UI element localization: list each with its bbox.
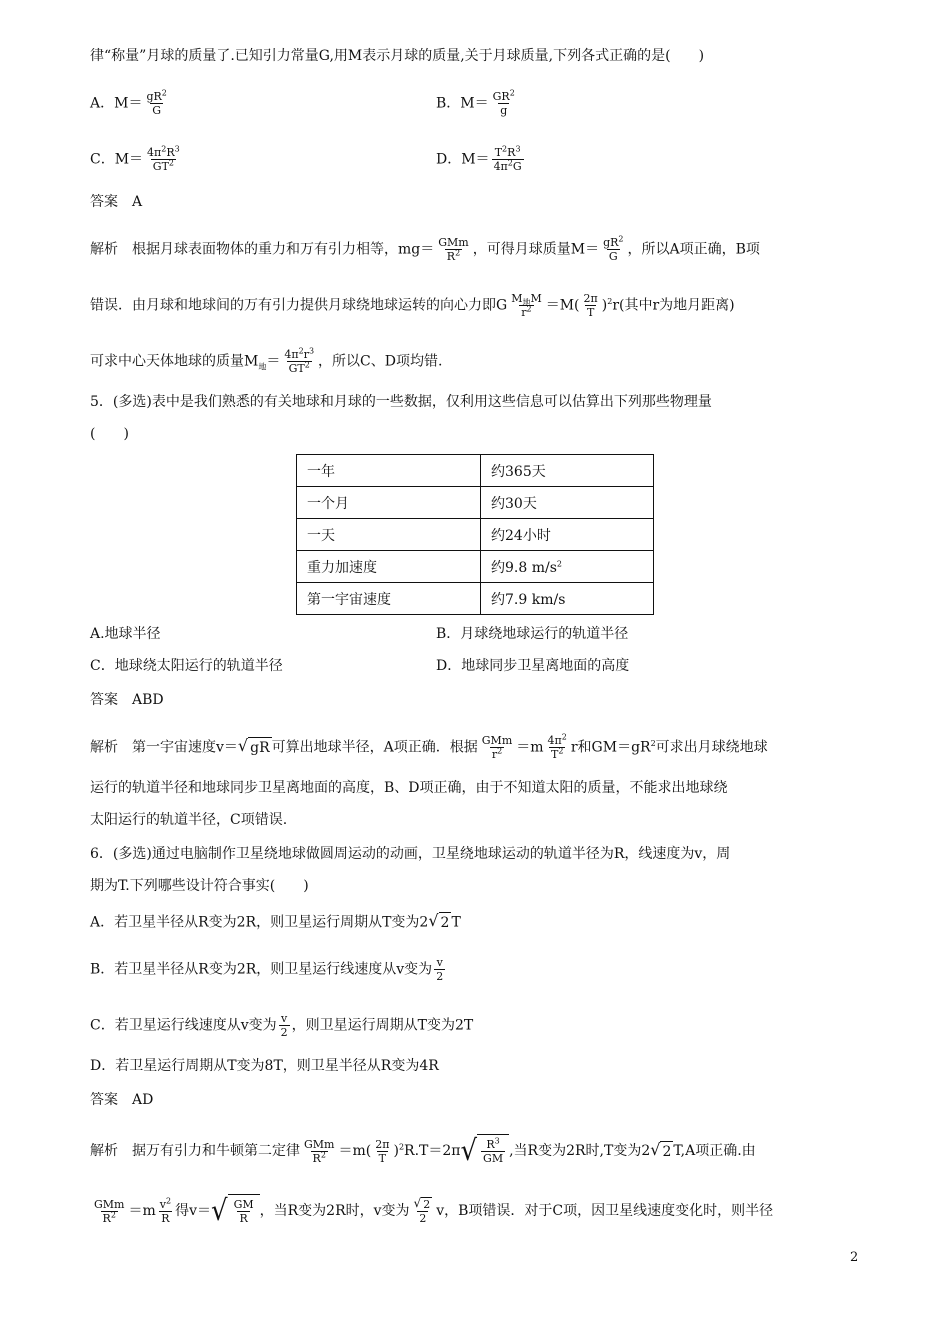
q4-explanation-line-1: 解析 根据月球表面物体的重力和万有引力相等，mg＝ $\frac{\text{GMm}}{R^2}$ ，可得月球质量M＝ $\frac{gR^2}{G}$ ，所以A项正确，B项: [90, 234, 760, 263]
table-cell: 约365天: [481, 455, 654, 487]
q5-stem-line-2: ( ): [90, 426, 129, 442]
fraction: √ 2 2: [413, 1196, 431, 1225]
q4-explanation-line-2: 错误．由月球和地球间的万有引力提供月球绕地球运转的向心力即G $\frac{M_地M}{r^2}$ ＝M( $\frac{2\pi}{T}$ )$^2$r(其中r为地月距离): [90, 292, 735, 319]
q5-explanation-line-1: 解析 第一宇宙速度v＝ √ gR 可算出地球半径，A项正确．根据 $\frac{\text{GMm}}{r^2}$ ＝m $\frac{4\pi^2}{T^2}$ r和$GM=gR^2$可求出月球绕地球: [90, 732, 768, 761]
q6-stem-line-1: 6．(多选)通过电脑制作卫星绕地球做圆周运动的动画，卫星绕地球运动的轨道半径为R，线速度为v，周: [90, 846, 731, 862]
q5-explanation-line-3: 太阳运行的轨道半径，C项错误.: [90, 812, 288, 828]
fraction: $\frac{\text{GMm}}{R^2}$: [304, 1137, 335, 1165]
table-cell: 一年: [297, 455, 481, 487]
table-cell: 重力加速度: [297, 551, 481, 583]
table-row: [297, 583, 654, 615]
table-cell: 约24小时: [481, 519, 654, 551]
fraction: $\frac{v}{2}$: [280, 1012, 288, 1039]
table-cell: 约7.9 km/s: [481, 583, 654, 615]
q6-explanation-line-1: 解析 据万有引力和牛顿第二定律 $\frac{\text{GMm}}{R^2}$ ＝m( $\frac{2\pi}{T}$ )$^2$R.T＝2π √ $\frac{R^3}{GM}$ ,当R变为2R时,T变为2 √ 2 T,A项正确.由: [90, 1134, 756, 1168]
fraction: $\frac{4\pi^2R^3}{GT^2}$: [147, 144, 180, 173]
q5-explanation-line-2: 运行的轨道半径和地球同步卫星离地面的高度，B、D项正确，由于不知道太阳的质量，不能求出地球绕: [90, 780, 728, 796]
fraction: $\frac{2\pi}{T}$: [583, 292, 598, 319]
fraction: $\frac{GR^2}{g}$: [492, 88, 515, 117]
fraction: $\frac{R^3}{GM}$: [483, 1136, 504, 1165]
square-root: √ $\frac{R^3}{GM}$: [460, 1134, 509, 1168]
q4-option-a: A．M＝ $\frac{gR^2}{G}$: [90, 88, 167, 117]
q6-answer: 答案 AD: [90, 1092, 154, 1108]
table-cell: 约30天: [481, 487, 654, 519]
fraction: $\frac{2\pi}{T}$: [375, 1137, 390, 1165]
square-root: √ 2: [428, 911, 450, 931]
fraction: $\frac{\text{GMm}}{R^2}$: [94, 1197, 125, 1225]
q4-option-c: C．M＝ $\frac{4\pi^2R^3}{GT^2}$: [90, 144, 180, 173]
page-number: 2: [850, 1250, 859, 1265]
q6-option-c: C．若卫星运行线速度从v变为 $\frac{v}{2}$ ，则卫星运行周期从T变为2T: [90, 1012, 474, 1039]
table-row: [297, 455, 654, 487]
table-row: [297, 487, 654, 519]
q4-stem: 律“称量”月球的质量了.已知引力常量G,用M表示月球的质量,关于月球质量,下列各式正确的是( ): [90, 48, 705, 64]
fraction: $\frac{\text{GMm}}{r^2}$: [481, 734, 513, 761]
fraction: $\frac{gR^2}{G}$: [603, 234, 624, 263]
square-root: √ gR: [237, 736, 270, 756]
fraction: $\frac{T^2R^3}{4\pi^2G}$: [493, 144, 522, 173]
table-cell: 第一宇宙速度: [297, 583, 481, 615]
fraction: $\frac{4\pi^2r^3}{GT^2}$: [284, 346, 315, 375]
fraction: $\frac{GM}{R}$: [233, 1198, 254, 1225]
square-root: √ $\frac{GM}{R}$: [211, 1194, 260, 1228]
q5-stem-line-1: 5．(多选)表中是我们熟悉的有关地球和月球的一些数据，仅利用这些信息可以估算出下列那些物理量: [90, 394, 712, 410]
q6-stem-line-2: 期为T.下列哪些设计符合事实( ): [90, 878, 309, 894]
fraction: $\frac{\text{GMm}}{R^2}$: [438, 236, 469, 263]
q6-option-b: B．若卫星半径从R变为2R，则卫星运行线速度从v变为 $\frac{v}{2}$: [90, 956, 444, 983]
table-cell: 一个月: [297, 487, 481, 519]
fraction: $\frac{v^2}{R}$: [159, 1195, 172, 1225]
square-root: √ 2: [650, 1139, 672, 1160]
q4-explanation-line-3: 可求中心天体地球的质量$M_地=$ $\frac{4\pi^2r^3}{GT^2}$ ，所以C、D项均错.: [90, 346, 443, 375]
fraction: $\frac{4\pi^2}{T^2}$: [547, 732, 567, 761]
q6-option-a: A．若卫星半径从R变为2R，则卫星运行周期从T变为2 √ 2 T: [90, 911, 461, 931]
table-cell: 一天: [297, 519, 481, 551]
fraction: $\frac{gR^2}{G}$: [146, 88, 167, 117]
q4-option-b: B．M＝ $\frac{GR^2}{g}$: [436, 88, 515, 117]
q5-option-d: D．地球同步卫星离地面的高度: [436, 658, 630, 674]
q4-answer: 答案 A: [90, 194, 143, 210]
q4-option-d: D．M＝ $\frac{T^2R^3}{4\pi^2G}$: [436, 144, 522, 173]
q6-explanation-line-2: $\frac{\text{GMm}}{R^2}$ ＝m $\frac{v^2}{R}$ 得v＝ √ $\frac{GM}{R}$ ，当R变为2R时，v变为 √ 2 2 v，B项错误．对于C项，因卫星线速度变化时，则半径: [94, 1194, 774, 1228]
q6-option-d: D．若卫星运行周期从T变为8T，则卫星半径从R变为4R: [90, 1058, 439, 1074]
q5-option-c: C．地球绕太阳运行的轨道半径: [90, 658, 283, 674]
q5-option-a: A.地球半径: [90, 626, 161, 642]
q5-option-b: B．月球绕地球运行的轨道半径: [436, 626, 629, 642]
table-cell: 约9.8 $m/s^2$: [481, 551, 654, 583]
data-table: [296, 454, 654, 615]
fraction: $\frac{v}{2}$: [436, 956, 444, 983]
q5-answer: 答案 ABD: [90, 692, 164, 708]
table-row: [297, 551, 654, 583]
table-row: [297, 519, 654, 551]
fraction: $\frac{M_地M}{r^2}$: [511, 292, 542, 319]
